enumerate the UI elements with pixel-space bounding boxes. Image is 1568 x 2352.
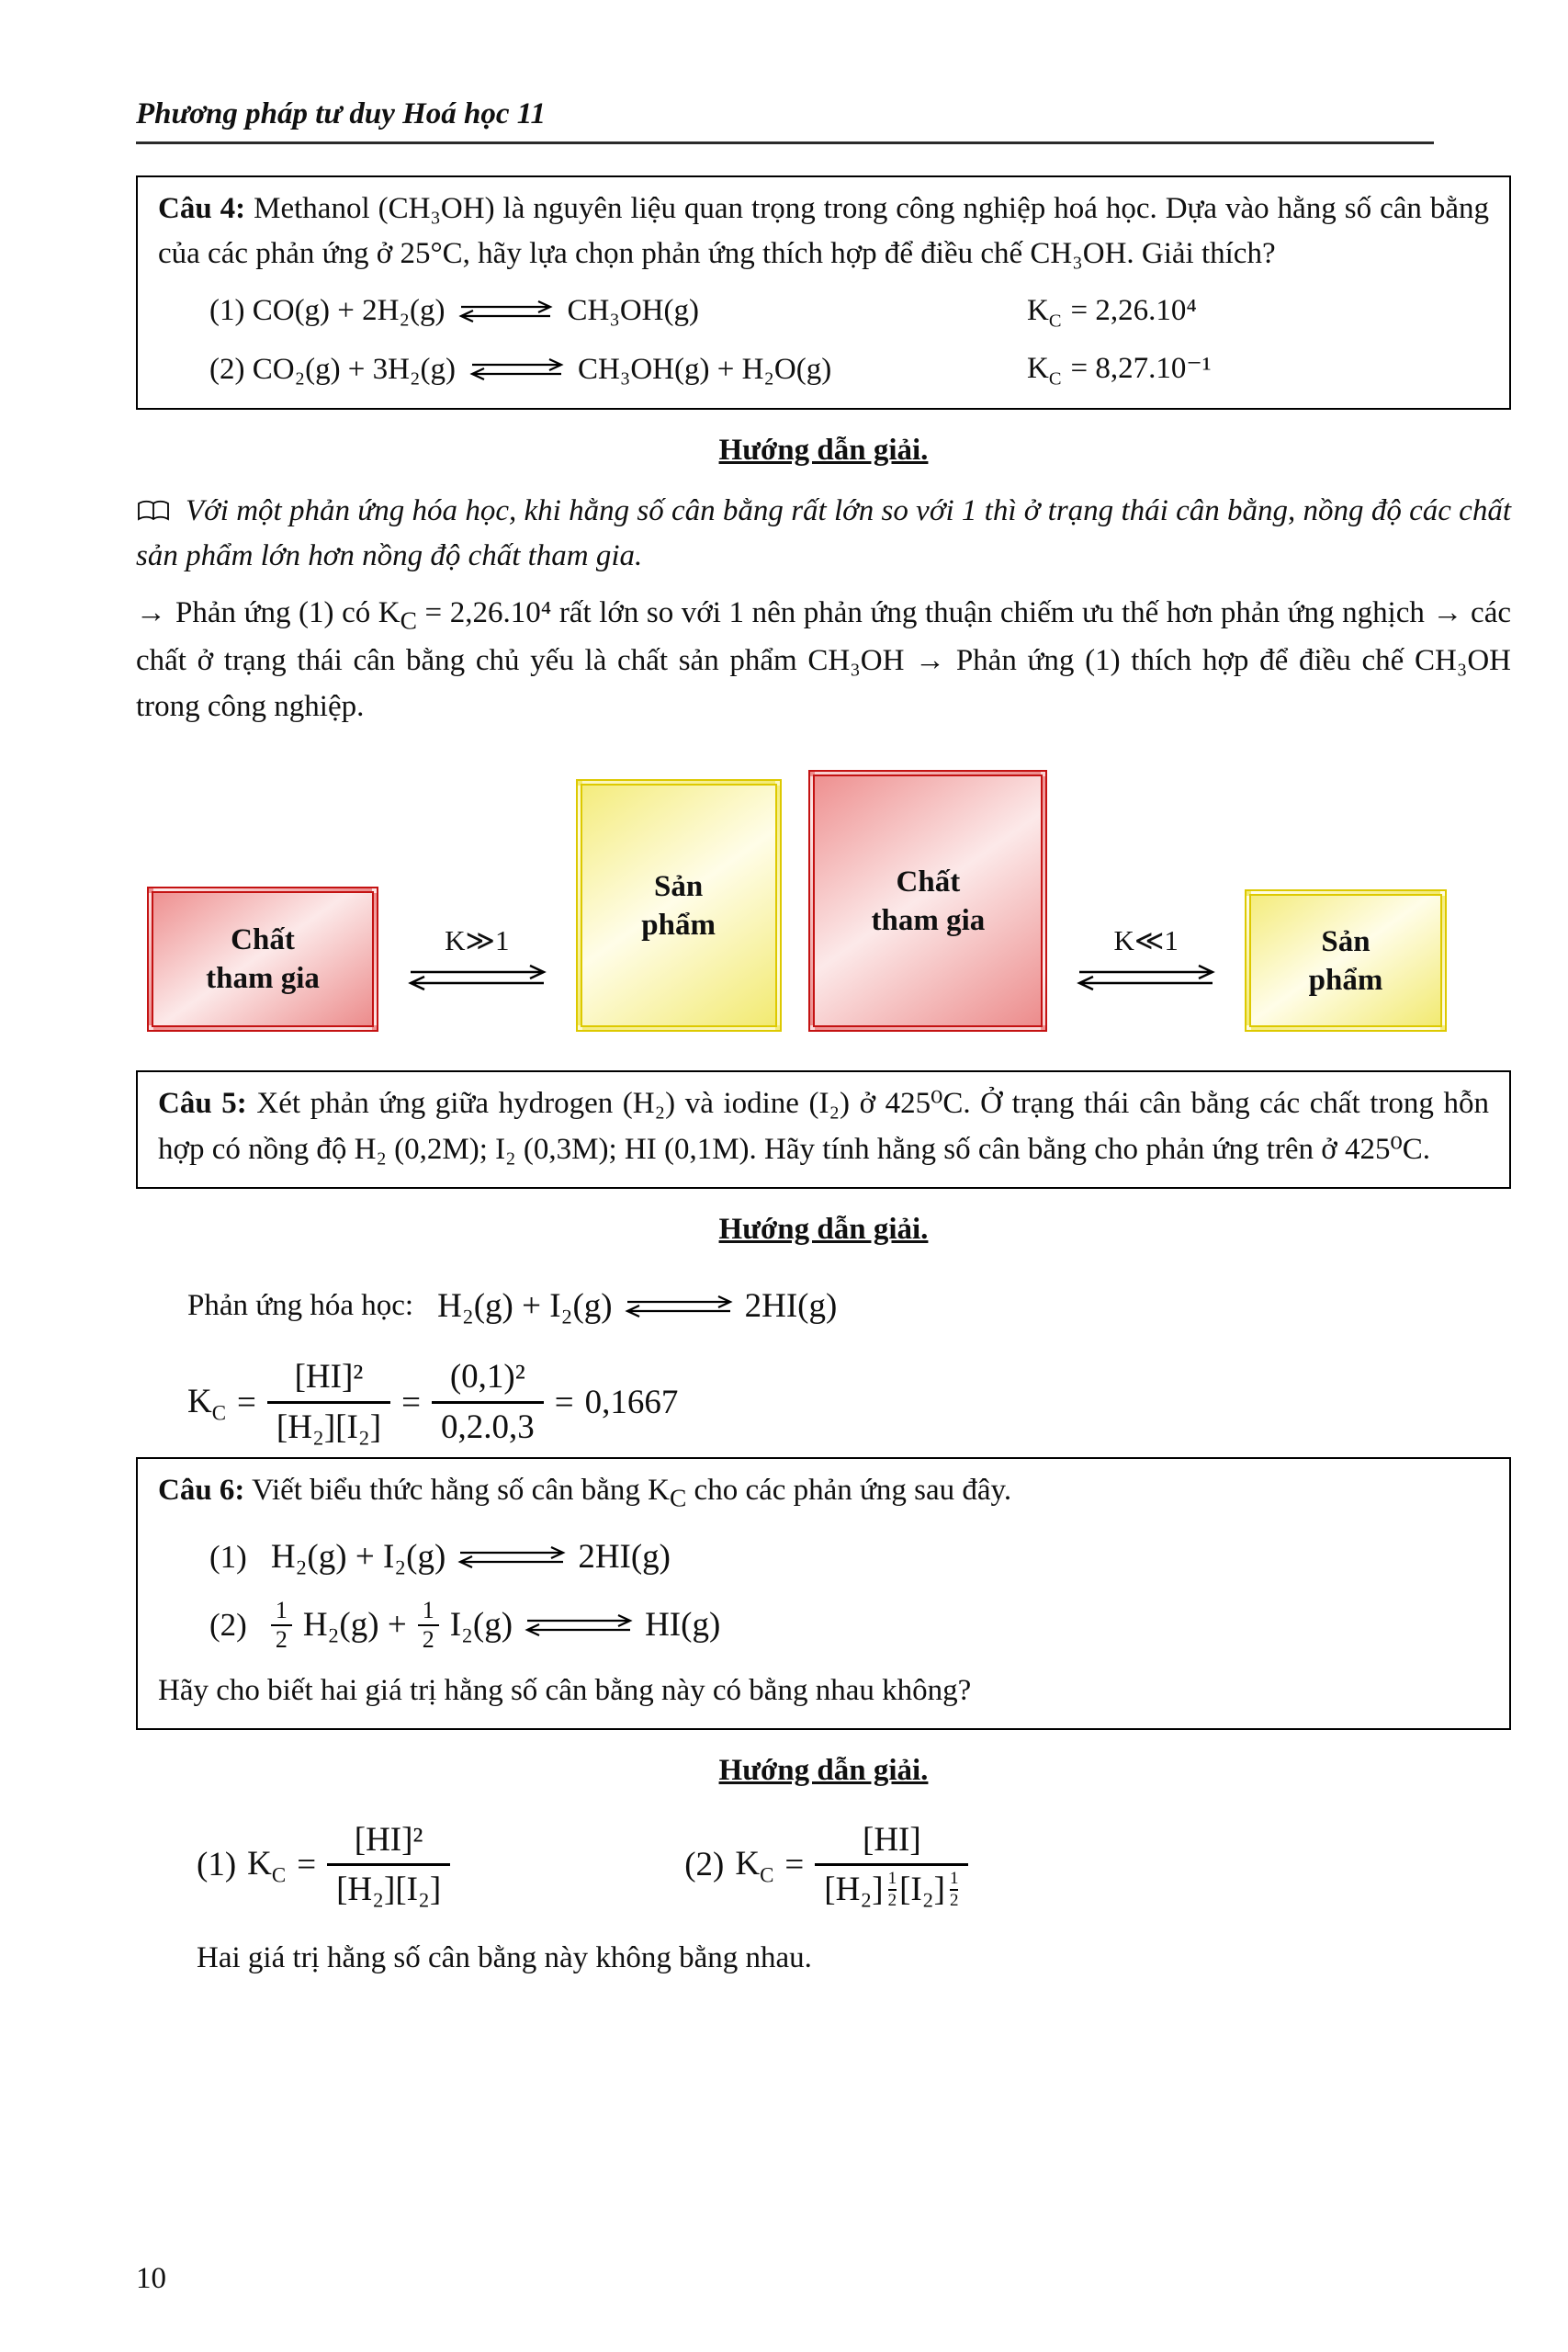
equilibrium-diagram [147, 770, 1447, 1032]
reactants-left-label-line1: Chất [231, 923, 295, 957]
k-much-less-arrow [1075, 920, 1217, 992]
kc-letter: K [187, 1382, 212, 1420]
question-6-equation-2 [209, 1598, 1489, 1654]
question-5-body: Xét phản ứng giữa hydrogen (H₂) và iodine (I₂) ở 425⁰C. Ở trạng thái cân bằng các chất trong hỗn hợp có nồng độ H₂ (0,2M); I₂ (0,3M); HI (0,1M). Hãy tính hằng số cân bằng cho phản ứng trên ở 425⁰C. [158, 1087, 1489, 1166]
products-left-label-line2: phẩm [641, 908, 716, 942]
denominator-i2: [I₂] [899, 1871, 945, 1909]
note-text: Với một phản ứng hóa học, khi hằng số cân bằng rất lớn so với 1 thì ở trạng thái cân bằng, nồng độ các chất sản phẩm lớn hơn nồng độ chất tham gia. [136, 493, 1511, 573]
kc-letter: K [1027, 293, 1049, 327]
question-6-body-1: Viết biểu thức hằng số cân bằng K [244, 1474, 670, 1508]
equilibrium-arrow-icon [457, 300, 554, 323]
running-head: Phương pháp tư duy Hoá học 11 [136, 92, 1434, 144]
products-box-left [576, 779, 782, 1032]
coefficient-one-half [418, 1598, 439, 1654]
solution-heading-1: Hướng dẫn giải. [718, 434, 929, 468]
answer-1-fraction [327, 1820, 450, 1911]
equilibrium-arrow-icon [406, 964, 548, 991]
k-much-greater-arrow [406, 920, 548, 992]
fraction-denominator-with-exponents [815, 1863, 968, 1910]
reaction-2 [209, 347, 1027, 393]
question-4-box [136, 175, 1511, 411]
fraction-denominator: [H₂][I₂] [267, 1401, 390, 1448]
exponent-denominator: 2 [949, 1890, 959, 1910]
deduction-part2: = 2,26.10⁴ rất lớn so với 1 nên phản ứng thuận chiếm ưu thế hơn phản ứng nghịch → các chất ở trạng thái cân bằng chủ yếu là chất sản phẩm CH₃OH → Phản ứng (1) thích hợp để điều chế CH₃OH trong công nghiệp. [136, 595, 1511, 723]
conclusion-text: Hai giá trị hằng số cân bằng này không bằng nhau. [197, 1941, 812, 1975]
deduction-paragraph [136, 591, 1511, 730]
exponent-one-half [888, 1870, 897, 1910]
equilibrium-arrow-icon [457, 1545, 567, 1569]
arrow-marker: → [136, 595, 166, 629]
kc-letter: K [1027, 351, 1049, 385]
reaction-1-row [209, 288, 1489, 335]
reaction-right: 2HI(g) [744, 1286, 838, 1325]
equation-number: (2) [209, 1606, 247, 1643]
kc-subscript: C [211, 1401, 227, 1425]
deduction-part1: Phản ứng (1) có K [175, 595, 400, 629]
equals-sign: = [401, 1384, 421, 1422]
kc-calculation-line [187, 1357, 1511, 1448]
question-5-box [136, 1070, 1511, 1189]
exponent-numerator: 1 [949, 1869, 959, 1889]
reaction-1-kc [1027, 288, 1197, 335]
kc-letter: K [247, 1845, 272, 1883]
reaction-2-right: CH₃OH(g) + H₂O(g) [577, 352, 832, 386]
equilibrium-arrow-icon [524, 1613, 634, 1637]
answer-number: (2) [684, 1846, 725, 1884]
reaction-1-left: (1) CO(g) + 2H₂(g) [209, 294, 446, 328]
equation-2-mid-2: I₂(g) [449, 1606, 513, 1645]
k-much-greater-label: K≫1 [445, 923, 510, 956]
question-6-subquestion: Hãy cho biết hai giá trị hằng số cân bằng này có bằng nhau không? [158, 1673, 972, 1707]
page-number: 10 [136, 2261, 166, 2295]
exponent-numerator: 1 [887, 1869, 897, 1889]
equation-2-mid-1: H₂(g) + [302, 1606, 407, 1645]
equilibrium-arrow-icon [1075, 964, 1217, 991]
reactants-left-label-line2: tham gia [206, 962, 320, 996]
products-box-right [1245, 889, 1447, 1032]
kc-symbol [735, 1838, 773, 1892]
kc-value: = 2,26.10⁴ [1070, 293, 1197, 327]
fraction-numerator: [HI]² [294, 1358, 364, 1396]
question-6-paragraph [158, 1468, 1489, 1517]
exponent-one-half [950, 1870, 959, 1910]
reaction-left: H₂(g) + I₂(g) [437, 1286, 613, 1325]
kc-expression-fraction [267, 1357, 390, 1448]
kc-subscript: C [1048, 368, 1062, 390]
equation-1-left: H₂(g) + I₂(g) [270, 1538, 446, 1576]
products-right-label-line1: Sản [1321, 924, 1371, 958]
reactants-box-right [808, 770, 1047, 1032]
note-paragraph [136, 489, 1511, 580]
question-4-body: Methanol (CH₃OH) là nguyên liệu quan trọng trong công nghiệp hoá học. Dựa vào hằng số cân bằng của các phản ứng ở 25°C, hãy lựa chọn phản ứng thích hợp để điều chế CH₃OH. Giải thích? [158, 191, 1489, 270]
k-much-less-label: K≪1 [1113, 923, 1179, 956]
question-4-label: Câu 4: [158, 191, 246, 225]
kc-symbol [247, 1838, 286, 1892]
answer-2 [684, 1820, 968, 1911]
reaction-1 [209, 288, 1027, 334]
equals-sign: = [297, 1846, 317, 1884]
kc-symbol [187, 1376, 226, 1430]
reactants-right-label-line2: tham gia [871, 903, 986, 937]
reactants-right-label-line1: Chất [896, 865, 961, 899]
reaction-2-left: (2) CO₂(g) + 3H₂(g) [209, 352, 456, 386]
equals-sign: = [237, 1384, 256, 1422]
fraction-numerator: [HI] [863, 1820, 921, 1859]
fraction-numerator: [HI]² [354, 1820, 423, 1859]
coefficient-denominator: 2 [271, 1624, 292, 1654]
kc-subscript: C [760, 1863, 774, 1887]
question-6-body-2: cho các phản ứng sau đây. [686, 1474, 1012, 1508]
coefficient-numerator: 1 [275, 1596, 288, 1623]
kc-symbol [1027, 346, 1061, 393]
products-left-label-line1: Sản [653, 869, 704, 903]
solution-heading-2: Hướng dẫn giải. [718, 1213, 929, 1247]
kc-letter: K [735, 1845, 761, 1883]
coefficient-denominator: 2 [418, 1624, 439, 1654]
kc-subscript: C [400, 605, 417, 635]
question-5-paragraph [158, 1081, 1489, 1172]
kc-subscript: C [1048, 311, 1062, 332]
fraction-denominator: [H₂][I₂] [327, 1863, 450, 1910]
book-icon [136, 499, 171, 524]
products-right-label-line2: phẩm [1308, 963, 1383, 997]
equals-sign: = [784, 1846, 805, 1884]
fraction-denominator: 0,2.0,3 [432, 1401, 544, 1448]
solution-heading-3: Hướng dẫn giải. [718, 1754, 929, 1788]
reaction-2-kc [1027, 346, 1212, 393]
question-6-box [136, 1457, 1511, 1730]
answer-1 [197, 1820, 450, 1911]
question-6-equation-1 [209, 1532, 1489, 1583]
reaction-label: Phản ứng hóa học: [187, 1288, 414, 1322]
question-4-paragraph [158, 187, 1489, 277]
reactants-box-left [147, 887, 378, 1032]
coefficient-numerator: 1 [422, 1596, 434, 1623]
kc-subscript: C [271, 1863, 287, 1887]
answers-row [197, 1820, 1511, 1911]
equilibrium-arrow-icon [468, 357, 565, 381]
denominator-h2: [H₂] [824, 1871, 884, 1909]
kc-values-fraction [432, 1357, 544, 1448]
answer-2-fraction [815, 1820, 968, 1911]
kc-subscript: C [669, 1483, 687, 1512]
fraction-numerator: (0,1)² [449, 1358, 525, 1396]
answer-number: (1) [197, 1846, 237, 1884]
question-6-label: Câu 6: [158, 1474, 245, 1508]
kc-value: = 8,27.10⁻¹ [1070, 351, 1212, 385]
equation-1-right: 2HI(g) [578, 1538, 671, 1576]
reaction-2-row [209, 346, 1489, 393]
kc-result: 0,1667 [584, 1384, 679, 1422]
equilibrium-arrow-icon [624, 1295, 734, 1318]
question-5-label: Câu 5: [158, 1087, 247, 1121]
exponent-denominator: 2 [887, 1890, 897, 1910]
coefficient-one-half [271, 1598, 292, 1654]
equation-2-right: HI(g) [645, 1606, 721, 1645]
reaction-1-right: CH₃OH(g) [567, 294, 699, 328]
reaction-equation-line [187, 1281, 1511, 1332]
equals-sign: = [554, 1384, 574, 1422]
kc-symbol [1027, 288, 1061, 335]
equation-number: (1) [209, 1538, 247, 1575]
